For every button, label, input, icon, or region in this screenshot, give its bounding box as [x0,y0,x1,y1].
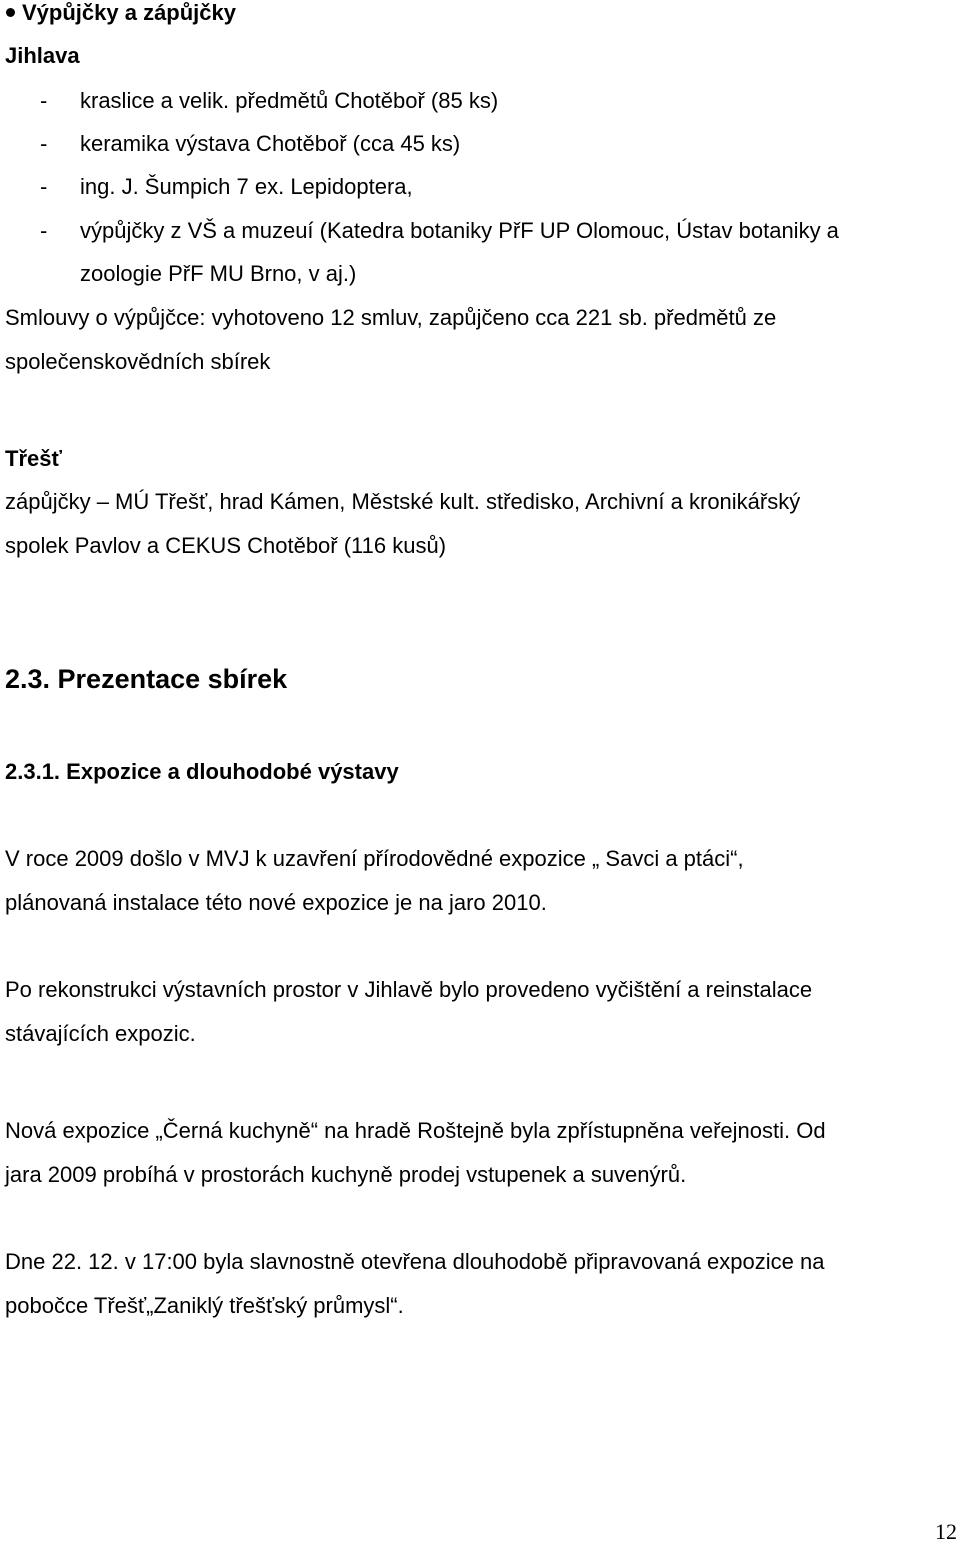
bullet-heading: Výpůjčky a zápůjčky [22,0,236,26]
trest-line-2: spolek Pavlov a CEKUS Chotěboř (116 kusů) [5,533,447,558]
heading-trest: Třešť [5,446,63,471]
heading-jihlava: Jihlava [5,43,80,68]
section-heading: 2.3. Prezentace sbírek [5,664,288,694]
contracts-line-1: Smlouvy o výpůjčce: vyhotoveno 12 smluv, zapůjčeno cca 221 sb. předmětů ze [5,305,777,330]
page-number: 12 [935,1519,957,1544]
bullet-icon [6,8,15,17]
subsection-heading: 2.3.1. Expozice a dlouhodobé výstavy [5,759,399,784]
contracts-line-2: společenskovědních sbírek [5,349,271,374]
trest-line-1: zápůjčky – MÚ Třešť, hrad Kámen, Městské kult. středisko, Archivní a kronikářský [5,489,801,514]
